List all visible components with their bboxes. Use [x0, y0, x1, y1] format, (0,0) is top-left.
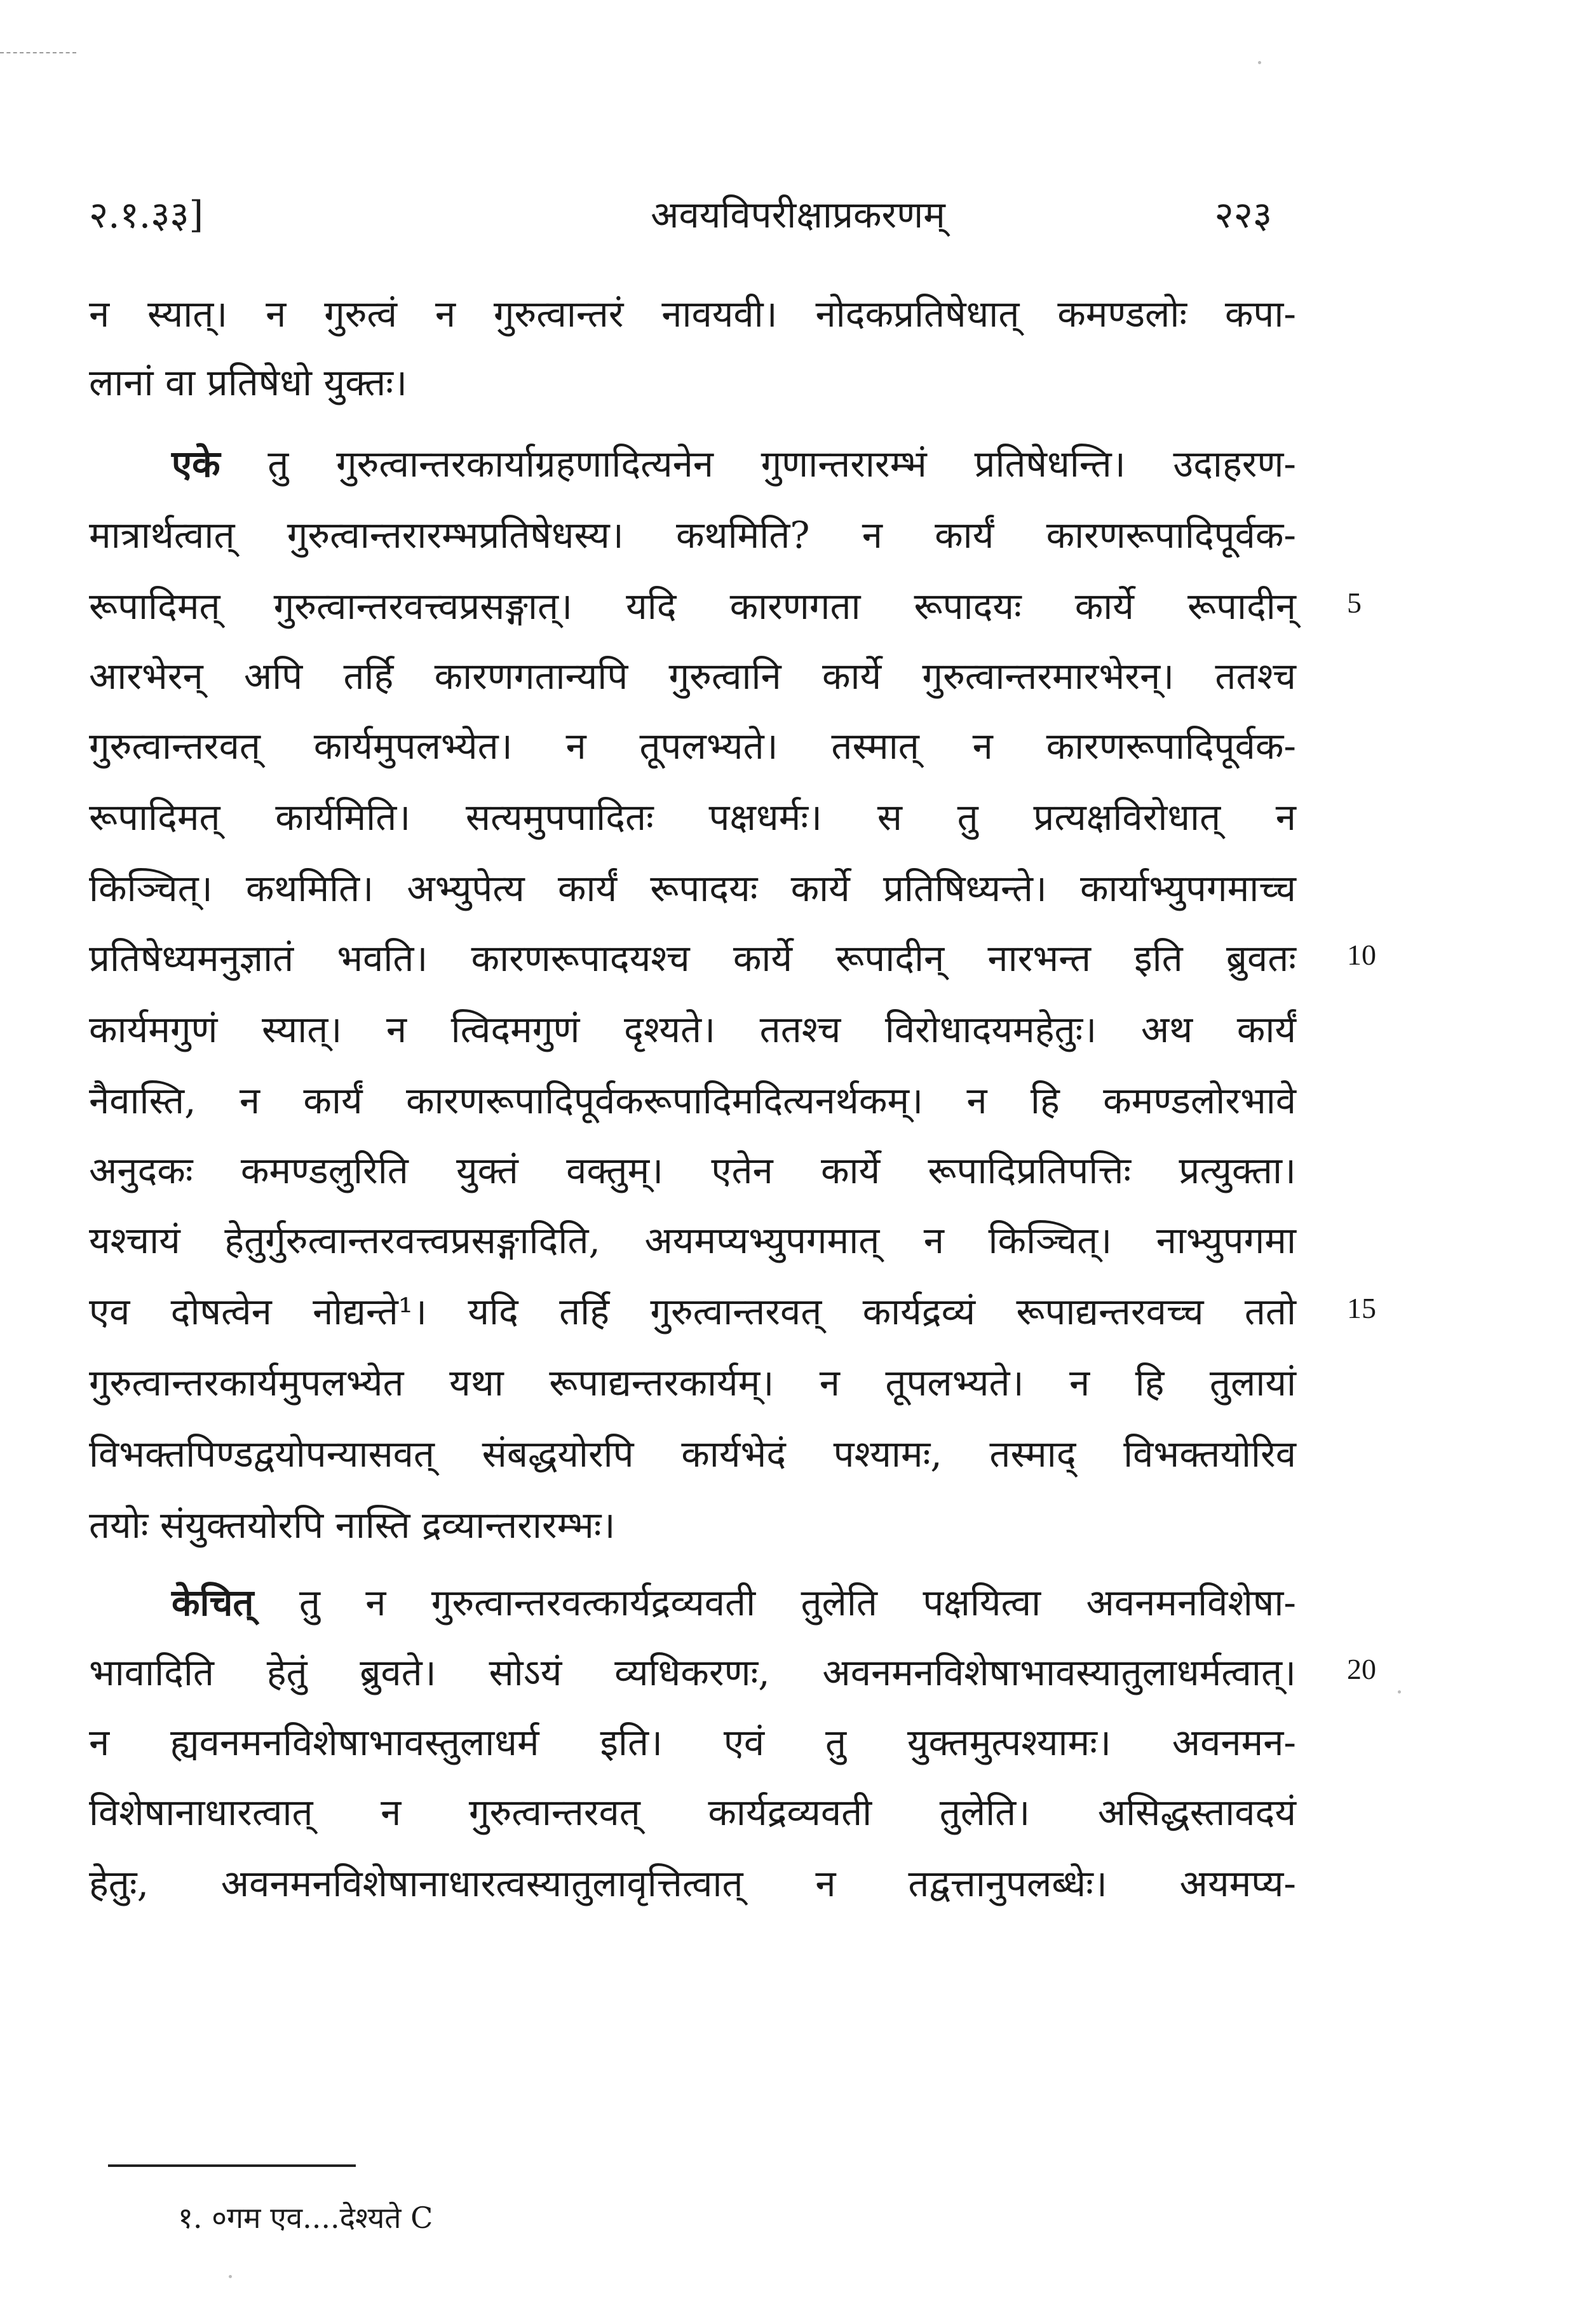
line-text: एव दोषत्वेन नोद्यन्ते¹। यदि तर्हि गुरुत्वान्तरवत् कार्यद्रव्यं रूपाद्यन्तरवच्च ततो	[89, 1290, 1296, 1333]
line-text: गुरुत्वान्तरवत् कार्यमुपलभ्येत। न तूपलभ्यते। तस्मात् न कारणरूपादिपूर्वक-	[89, 724, 1296, 768]
text-line	[89, 1716, 1296, 1779]
line-text: यश्चायं हेतुर्गुरुत्वान्तरवत्त्वप्रसङ्गादिति, अयमप्यभ्युपगमात् न किञ्चित्। नाभ्युपगमा	[89, 1219, 1296, 1262]
line-text: तयोः संयुक्तयोरपि नास्ति द्रव्यान्तरारम्भः।	[89, 1504, 616, 1547]
text-line	[89, 1498, 1296, 1562]
text-line	[89, 1427, 1296, 1491]
footnote: १. ०गम एव....देश्यते C	[178, 2201, 433, 2235]
line-text: न स्यात्। न गुरुत्वं न गुरुत्वान्तरं नावयवी। नोदकप्रतिषेधात् कमण्डलोः कपा-	[89, 292, 1296, 336]
line-text: कार्यमगुणं स्यात्। न त्विदमगुणं दृश्यते। ततश्च विरोधादयमहेतुः। अथ कार्यं	[89, 1008, 1296, 1051]
text-line	[89, 791, 1296, 854]
line-text: विभक्तपिण्डद्वयोपन्यासवत् संबद्धयोरपि कार्यभेदं पश्यामः, तस्माद् विभक्तयोरिव	[89, 1432, 1296, 1476]
text-line	[89, 1786, 1296, 1849]
line-text: नैवास्ति, न कार्यं कारणरूपादिपूर्वकरूपादिमदित्यनर्थकम्। न हि कमण्डलोरभावे	[89, 1079, 1296, 1122]
scan-speck	[1258, 61, 1261, 64]
line-text: गुरुत्वान्तरकार्यमुपलभ्येत यथा रूपाद्यन्तरकार्यम्। न तूपलभ्यते। न हि तुलायां	[89, 1361, 1296, 1404]
chapter-title: अवयविपरीक्षाप्रकरणम्	[651, 193, 945, 236]
line-text: लानां वा प्रतिषेधो युक्तः।	[89, 361, 407, 404]
line-number: 20	[1347, 1653, 1376, 1685]
text-line	[89, 932, 1296, 995]
line-text: हेतुः, अवनमनविशेषानाधारत्वस्यातुलावृत्तित्वात् न तद्वत्तानुपलब्धेः। अयमप्य-	[89, 1862, 1296, 1905]
section-reference: २.१.३३]	[89, 193, 204, 236]
line-text: न ह्यवनमनविशेषाभावस्तुलाधर्म इति। एवं तु युक्तमुत्पश्यामः। अवनमन-	[89, 1721, 1296, 1764]
line-text: तु गुरुत्वान्तरकार्याग्रहणादित्यनेन गुणान्तरारम्भं प्रतिषेधन्ति। उदाहरण-	[220, 442, 1296, 485]
footnote-rule	[108, 2164, 356, 2167]
page-number: २२३	[1214, 193, 1272, 236]
text-line	[89, 1074, 1296, 1137]
line-text: विशेषानाधारत्वात् न गुरुत्वान्तरवत् कार्यद्रव्यवती तुलेति। असिद्धस्तावदयं	[89, 1791, 1296, 1834]
text-line	[89, 1144, 1296, 1207]
text-line	[89, 862, 1296, 925]
scan-speck	[229, 2275, 232, 2278]
lead-term: केचित्	[172, 1581, 254, 1624]
line-text: प्रतिषेध्यमनुज्ञातं भवति। कारणरूपादयश्च कार्ये रूपादीन् नारभन्त इति ब्रुवतः	[89, 937, 1296, 980]
line-text: किञ्चित्। कथमिति। अभ्युपेत्य कार्यं रूपादयः कार्ये प्रतिषिध्यन्ते। कार्याभ्युपगमाच्च	[89, 867, 1296, 910]
text-line	[89, 1646, 1296, 1709]
text-line	[89, 580, 1296, 643]
text-line	[89, 1576, 1296, 1640]
text-line	[89, 1285, 1296, 1348]
line-text: भावादिति हेतुं ब्रुवते। सोऽयं व्यधिकरणः, अवनमनविशेषाभावस्यातुलाधर्मत्वात्।	[89, 1651, 1296, 1694]
lead-term: एके	[172, 442, 220, 485]
line-number: 10	[1347, 939, 1376, 971]
line-text: आरभेरन् अपि तर्हि कारणगतान्यपि गुरुत्वानि कार्ये गुरुत्वान्तरमारभेरन्। ततश्च	[89, 655, 1296, 698]
text-line	[89, 649, 1296, 713]
line-number: 5	[1347, 587, 1362, 619]
text-line	[89, 356, 1296, 419]
text-line	[89, 1356, 1296, 1420]
text-line	[89, 1857, 1296, 1920]
line-text: अनुदकः कमण्डलुरिति युक्तं वक्तुम्। एतेन कार्ये रूपादिप्रतिपत्तिः प्रत्युक्ता।	[89, 1149, 1297, 1192]
line-text: मात्रार्थत्वात् गुरुत्वान्तरारम्भप्रतिषेधस्य। कथमिति? न कार्यं कारणरूपादिपूर्वक-	[89, 513, 1296, 557]
text-line	[89, 437, 1296, 501]
line-text: रूपादिमत् कार्यमिति। सत्यमुपपादितः पक्षधर्मः। स तु प्रत्यक्षविरोधात् न	[89, 796, 1296, 839]
line-text: रूपादिमत् गुरुत्वान्तरवत्त्वप्रसङ्गात्। यदि कारणगता रूपादयः कार्ये रूपादीन्	[89, 585, 1296, 628]
line-text: तु न गुरुत्वान्तरवत्कार्यद्रव्यवती तुलेति पक्षयित्वा अवनमनविशेषा-	[254, 1581, 1296, 1624]
line-number: 15	[1347, 1292, 1376, 1324]
text-line	[89, 1003, 1296, 1066]
scan-speck	[1398, 1690, 1401, 1694]
text-line	[89, 1214, 1296, 1277]
text-line	[89, 287, 1296, 351]
text-line	[89, 719, 1296, 783]
running-header	[0, 0, 1596, 254]
text-line	[89, 508, 1296, 572]
